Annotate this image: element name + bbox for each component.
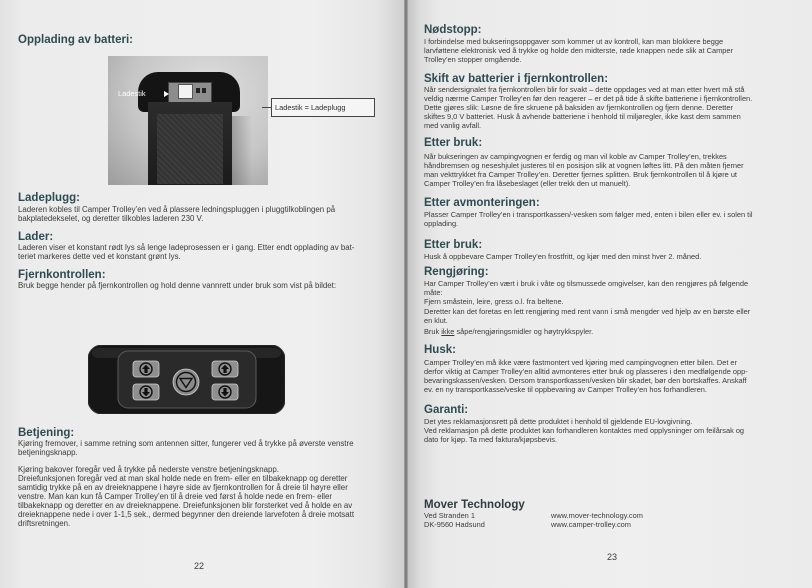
photo-callout: Ladestik = Ladeplugg [271,98,375,117]
after-dismount-heading: Etter avmonteringen: [424,196,540,209]
cleaning-warning-emphasis: ikke [441,326,455,336]
emergency-stop-heading: Nødstopp: [424,23,482,36]
photo-overlay-label: Ladestik [118,89,146,98]
cleaning-text: Har Camper Trolley’en vært i bruk i våte og tilsmussede omgivelser, kan den rengjøres på følgende måte: Fjern småstein, leire, gress o.l. fra beltene. Deretter kan det foretas en lett rengjøring med rent vann i små mengder ved hjelp av en børste eller en klut. [424,278,751,326]
arrow-down-icon [133,384,159,400]
cleaning-warning-end: såpe/rengjøringsmidler og høytrykkspyler. [454,326,594,336]
operation-heading: Betjening: [18,427,75,439]
battery-shadow [232,116,252,185]
operation-backward-text: Kjøring bakover foregår ved å trykke på nederste venstre betjeningsknapp. [18,465,279,474]
pointer-arrow-icon [164,91,169,97]
remember-text: Camper Trolley’en må ikke være fastmontert ved kjøring med campingvognen etter bilen. Det er derfor viktig at Camper Trolley’en alltid avmonteres etter bruk og plasseres i den medfølgende opp- bevaringskassen/vesken. Dersom transportkassen/vesken blir skadet, bør den bortskaffes. Anskaff ev. en ny transportkasse/veske til oppbevaring av Camper Trolley’en hos forhandleren. [424,357,748,394]
company-name: Mover Technology [424,498,525,511]
remote-control-image [88,345,285,414]
charging-title: Opplading av batteri: [18,34,134,46]
after-dismount-text: Plasser Camper Trolley’en i transportkassen/-vesken som følger med, enten i bilen eller ev. i solen til opplading. [424,209,753,228]
arrow-down-icon [212,384,238,400]
ladeplugg-text: Laderen kobles til Camper Trolley’en ved å plassere ledningspluggen i pluggtilkoblingen på bakplatedekselet, og deretter tilkobles laderen 230 V. [18,205,336,223]
left-page [0,0,404,588]
page-number-left: 22 [194,561,205,571]
company-website-1: www.mover-technology.com [551,510,643,520]
socket-pin [202,88,206,93]
after-use-text: Når bukseringen av campingvognen er ferdig og man vil koble av Camper Trolley’en, trekkes håndbremsen og neseshjulet justeres til en posisjon slik at vognen løftes litt. På den måten fjerner man vekttrykket fra Camper Trolley’en. Deretter fjernes splitten. Bruk fjernkontrollen til å kjøre ut Camper Trolley’en fra låsebeslaget (eller trekk den ut manuelt). [424,151,744,188]
company-city: DK-9560 Hadsund [424,519,485,529]
company-website-2: www.camper-trolley.com [551,519,631,529]
socket-label [178,84,193,99]
warranty-text: Det ytes reklamasjonsrett på dette produktet i henhold til gjeldende EU-lovgivning. Ved reklamasjon på dette produktet kan forhandleren kontaktes med opplysninger om feilårsak og dato for kjøp. Ta med faktura/kjøpsbevis. [424,416,745,444]
battery-panel [157,114,223,184]
lader-heading: Lader: [18,231,54,243]
cleaning-heading: Rengjøring: [424,265,489,278]
page-number-right: 23 [607,552,618,562]
ladeplugg-heading: Ladeplugg: [18,192,80,204]
warranty-heading: Garanti: [424,403,469,416]
cleaning-warning [424,327,593,336]
battery-change-text: Når sendersignalet fra fjernkontrollen blir for svakt – dette oppdages ved at man etter hvert må stå veldig nærme Camper Trolley’en før den reagerer – er det på tide å skifte batteriene i fjernkontrollen. Dette gjøres slik: Løsne de fire skruene på baksiden av fjernkontrollen og fjern denne. Deretter skiftes 9,0 V batteriet. Husk å avhende batteriene i henhold til miljøregler, ikke kast dem sammen med vanlig avfall. [424,84,753,130]
remote-text: Bruk begge hender på fjernkontrollen og hold denne vannrett under bruk som vist på bildet: [18,281,337,290]
storage-text: Husk å oppbevare Camper Trolley’en frostfritt, og kjør med den minst hver 2. måned. [424,251,702,261]
company-street: Ved Stranden 1 [424,510,475,520]
battery-change-heading: Skift av batterier i fjernkontrollen: [424,72,609,85]
operation-forward-text: Kjøring fremover, i samme retning som antennen sitter, fungerer ved å trykke på øverste venstre betjeningsknapp. [18,439,354,457]
arrow-up-icon [133,361,159,377]
battery-photo [108,56,268,185]
operation-turning-text: Dreiefunksjonen foregår ved at man skal holde nede en frem- eller en tilbakeknapp og deretter samtidig trykke på en av dreieknappene i høyre side av fjernkontrollen for å dreie til høyre eller venstre. Man kan kun få Camper Trolley’en til å dreie ved først å holde nede en frem- eller tilbakeknapp og deretter en av dreieknappene. Dreiefunksjonen blir forsterket ved å holde en av dreieknappene nede i over 1-1,5 sek., dermed begynner den dreiende larvefoten å dreie motsatt driftsretningen. [18,474,355,528]
emergency-stop-text: I forbindelse med bukseringsoppgaver som kommer ut av kontroll, kan man blokkere begge larvføttene elektronisk ved å trykke og holde den midterste, røde knappen nede slik at Camper Trolley’en stopper omgående. [424,36,733,64]
socket-pin [196,88,200,93]
remote-heading: Fjernkontrollen: [18,269,106,281]
lader-text: Laderen viser et konstant rødt lys så lenge ladeprosessen er i gang. Etter endt opplading av bat- teriet markeres dette ved et konstant grønt lys. [18,243,355,261]
storage-heading: Etter bruk: [424,238,483,251]
callout-connector [262,107,271,108]
after-use-heading: Etter bruk: [424,136,483,149]
cleaning-warning-start: Bruk [424,326,442,336]
right-page [408,0,812,588]
stop-icon [173,369,199,395]
remember-heading: Husk: [424,343,456,356]
arrow-up-icon [212,361,238,377]
